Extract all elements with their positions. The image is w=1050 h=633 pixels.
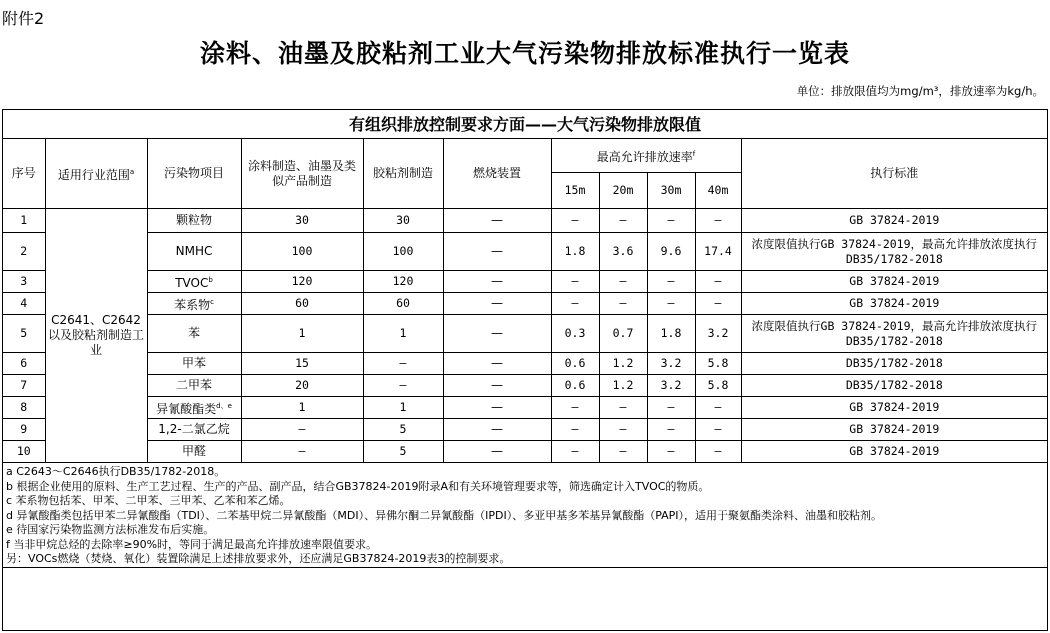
cell-standard: GB 37824-2019	[741, 397, 1047, 419]
cell-r40: —	[695, 441, 741, 463]
cell-r40: 5.8	[695, 375, 741, 397]
cell-r30: —	[647, 397, 695, 419]
cell-pollutant: NMHC	[147, 233, 241, 271]
footnote: e 待国家污染物监测方法标准发布后实施。	[6, 523, 215, 536]
cell-combustion: —	[443, 271, 551, 293]
cell-standard: 浓度限值执行GB 37824-2019，最高允许排放浓度执行DB35/1782-2018	[741, 315, 1047, 353]
cell-pollutant: 甲醛	[147, 441, 241, 463]
header-rate: 最高允许排放速率$^f$	[551, 139, 741, 173]
footnotes	[3, 463, 1047, 568]
header-industry: 适用行业范围$^a$	[45, 139, 147, 209]
table-row	[3, 375, 1047, 397]
cell-r40: 5.8	[695, 353, 741, 375]
table-row	[3, 397, 1047, 419]
cell-no: 9	[3, 419, 45, 441]
cell-r15: —	[551, 293, 599, 315]
table-body	[3, 209, 1047, 463]
footnote: b 根据企业使用的原料、生产工艺过程、生产的产品、副产品，结合GB37824-2019附录A和有关环境管理要求等，筛选确定计入TVOC的物质。	[6, 479, 710, 493]
cell-r15: 0.3	[551, 315, 599, 353]
cell-standard: 浓度限值执行GB 37824-2019，最高允许排放浓度执行DB35/1782-2018	[741, 233, 1047, 271]
attachment-label: 附件2	[2, 9, 45, 28]
cell-combustion: —	[443, 315, 551, 353]
cell-combustion: —	[443, 209, 551, 233]
cell-r40: 17.4	[695, 233, 741, 271]
cell-adhesive: 60	[363, 293, 443, 315]
cell-standard: GB 37824-2019	[741, 419, 1047, 441]
cell-pollutant: 苯系物$^c$	[147, 293, 241, 315]
cell-r30: —	[647, 441, 695, 463]
cell-r15: 0.6	[551, 375, 599, 397]
cell-pollutant: 颗粒物	[147, 209, 241, 233]
header-standard: 执行标准	[741, 139, 1047, 209]
cell-r30: —	[647, 209, 695, 233]
table-row	[3, 315, 1047, 353]
cell-standard: GB 37824-2019	[741, 209, 1047, 233]
cell-r20: —	[599, 419, 647, 441]
cell-no: 10	[3, 441, 45, 463]
cell-coating: 15	[241, 353, 363, 375]
cell-r40: —	[695, 271, 741, 293]
cell-r15: 1.8	[551, 233, 599, 271]
cell-adhesive: 30	[363, 209, 443, 233]
table-row	[3, 353, 1047, 375]
standards-table	[3, 110, 1047, 568]
cell-adhesive: 5	[363, 441, 443, 463]
cell-r30: 3.2	[647, 353, 695, 375]
cell-r30: 3.2	[647, 375, 695, 397]
cell-combustion: —	[443, 353, 551, 375]
cell-no: 5	[3, 315, 45, 353]
cell-r20: —	[599, 397, 647, 419]
cell-coating: 30	[241, 209, 363, 233]
cell-r15: —	[551, 271, 599, 293]
cell-r15: —	[551, 397, 599, 419]
footnote: f 当非甲烷总烃的去除率≥90%时，等同于满足最高允许排放速率限值要求。	[6, 537, 378, 551]
cell-r20: 3.6	[599, 233, 647, 271]
cell-adhesive: 5	[363, 419, 443, 441]
header-30m: 30m	[647, 173, 695, 209]
cell-no: 7	[3, 375, 45, 397]
footnote: c 苯系物包括苯、甲苯、二甲苯、三甲苯、乙苯和苯乙烯。	[6, 494, 291, 507]
cell-r20: —	[599, 209, 647, 233]
cell-coating: 60	[241, 293, 363, 315]
cell-r20: 1.2	[599, 353, 647, 375]
footnote: 另：VOCs燃烧（焚烧、氧化）装置除满足上述排放要求外，还应满足GB37824-2019表3的控制要求。	[6, 552, 511, 565]
cell-r30: 9.6	[647, 233, 695, 271]
standards-table-frame	[2, 109, 1048, 631]
table-row	[3, 419, 1047, 441]
cell-standard: GB 37824-2019	[741, 293, 1047, 315]
table-row	[3, 209, 1047, 233]
cell-coating: 20	[241, 375, 363, 397]
header-pollutant: 污染物项目	[147, 139, 241, 209]
table-row	[3, 233, 1047, 271]
cell-r40: —	[695, 209, 741, 233]
cell-standard: GB 37824-2019	[741, 441, 1047, 463]
header-adhesive: 胶粘剂制造	[363, 139, 443, 209]
cell-standard: GB 37824-2019	[741, 271, 1047, 293]
cell-r40: 3.2	[695, 315, 741, 353]
cell-coating: 1	[241, 315, 363, 353]
cell-pollutant: 二甲苯	[147, 375, 241, 397]
table-row	[3, 293, 1047, 315]
cell-r20: —	[599, 293, 647, 315]
cell-standard: DB35/1782-2018	[741, 353, 1047, 375]
cell-adhesive: 120	[363, 271, 443, 293]
cell-adhesive: 1	[363, 315, 443, 353]
cell-no: 3	[3, 271, 45, 293]
cell-adhesive: 100	[363, 233, 443, 271]
cell-coating: 1	[241, 397, 363, 419]
table-row	[3, 441, 1047, 463]
cell-r30: 1.8	[647, 315, 695, 353]
cell-standard: DB35/1782-2018	[741, 375, 1047, 397]
cell-r20: —	[599, 271, 647, 293]
cell-combustion: —	[443, 397, 551, 419]
cell-pollutant: TVOC$^b$	[147, 271, 241, 293]
page-title: 涂料、油墨及胶粘剂工业大气污染物排放标准执行一览表	[199, 39, 850, 68]
cell-r20: 0.7	[599, 315, 647, 353]
cell-adhesive: —	[363, 353, 443, 375]
cell-r20: 1.2	[599, 375, 647, 397]
footnote: a C2643～C2646执行DB35/1782-2018。	[6, 465, 226, 478]
header-no: 序号	[3, 139, 45, 209]
cell-adhesive: —	[363, 375, 443, 397]
header-20m: 20m	[599, 173, 647, 209]
cell-no: 8	[3, 397, 45, 419]
cell-coating: 120	[241, 271, 363, 293]
cell-r20: —	[599, 441, 647, 463]
cell-pollutant: 甲苯	[147, 353, 241, 375]
cell-r40: —	[695, 397, 741, 419]
cell-r30: —	[647, 271, 695, 293]
cell-no: 6	[3, 353, 45, 375]
cell-r40: —	[695, 419, 741, 441]
cell-industry-scope: C2641、C2642以及胶粘剂制造工业	[45, 209, 147, 463]
cell-no: 1	[3, 209, 45, 233]
header-15m: 15m	[551, 173, 599, 209]
cell-coating: 100	[241, 233, 363, 271]
cell-coating: —	[241, 419, 363, 441]
header-coating: 涂料制造、油墨及类似产品制造	[241, 139, 363, 209]
table-row	[3, 271, 1047, 293]
cell-pollutant: 苯	[147, 315, 241, 353]
cell-no: 4	[3, 293, 45, 315]
cell-no: 2	[3, 233, 45, 271]
cell-coating: —	[241, 441, 363, 463]
cell-r15: —	[551, 209, 599, 233]
cell-combustion: —	[443, 375, 551, 397]
cell-pollutant: 1,2-二氯乙烷	[147, 419, 241, 441]
cell-adhesive: 1	[363, 397, 443, 419]
footnote: d 异氰酸酯类包括甲苯二异氰酸酯（TDI）、二苯基甲烷二异氰酸酯（MDI）、异佛尔酮二异氰酸酯（IPDI）、多亚甲基多苯基异氰酸酯（PAPI），适用于聚氨酯类涂料、油墨和胶粘剂。	[6, 508, 883, 522]
cell-r30: —	[647, 419, 695, 441]
cell-combustion: —	[443, 441, 551, 463]
cell-combustion: —	[443, 419, 551, 441]
header-40m: 40m	[695, 173, 741, 209]
cell-r15: 0.6	[551, 353, 599, 375]
table-subtitle: 有组织排放控制要求方面——大气污染物排放限值	[3, 110, 1047, 139]
cell-r15: —	[551, 419, 599, 441]
header-combustion: 燃烧装置	[443, 139, 551, 209]
unit-note: 单位：排放限值均为mg/m³，排放速率为kg/h。	[796, 84, 1044, 98]
cell-r30: —	[647, 293, 695, 315]
cell-r40: —	[695, 293, 741, 315]
cell-combustion: —	[443, 293, 551, 315]
cell-combustion: —	[443, 233, 551, 271]
cell-pollutant: 异氰酸酯类$^{d、e}$	[147, 397, 241, 419]
cell-r15: —	[551, 441, 599, 463]
